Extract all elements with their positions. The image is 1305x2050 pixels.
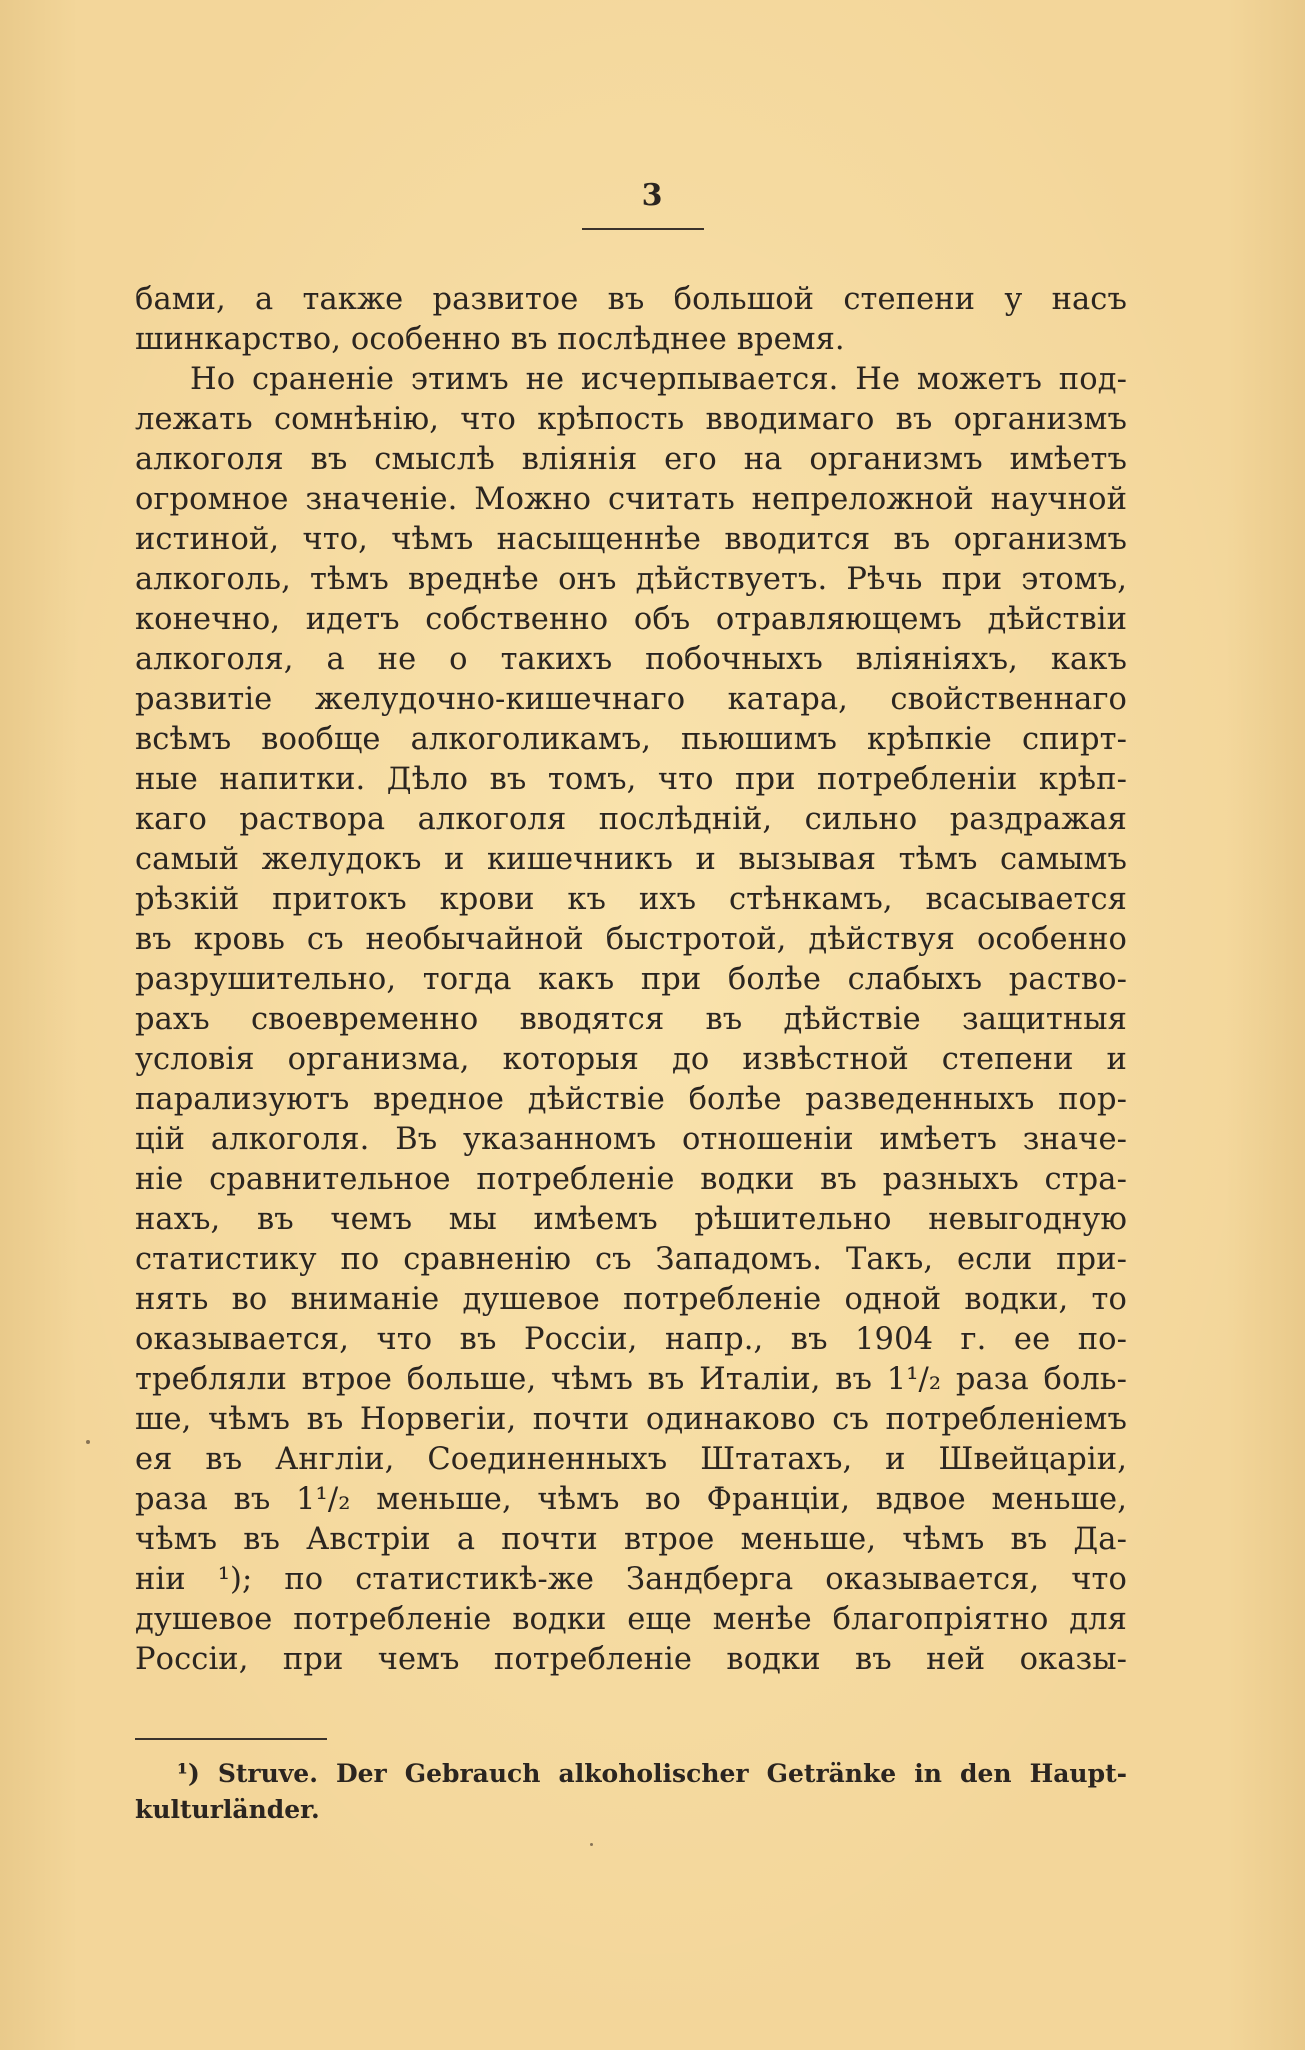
footnote <box>135 1756 1127 1828</box>
text-line: оказывается, что въ Россіи, напр., въ 1904 г. ее по- <box>135 1322 1127 1357</box>
text-line: самый желудокъ и кишечникъ и вызывая тѣмъ самымъ <box>135 842 1127 877</box>
text-line: рѣзкій притокъ крови къ ихъ стѣнкамъ, всасывается <box>135 882 1127 917</box>
text-line: статистику по сравненію съ Западомъ. Такъ, если при- <box>135 1242 1127 1277</box>
paper-speck <box>590 1843 593 1846</box>
text-line: каго раствора алкоголя послѣдній, сильно раздражая <box>135 802 1127 837</box>
text-line: цій алкоголя. Въ указанномъ отношеніи имѣетъ значе- <box>135 1122 1127 1157</box>
text-line: лежать сомнѣнію, что крѣпость вводимаго въ организмъ <box>135 402 1127 437</box>
text-line: душевое потребленіе водки еще менѣе благопріятно для <box>135 1602 1127 1637</box>
text-line: ніи ¹); по статистикѣ-же Зандберга оказывается, что <box>135 1562 1127 1597</box>
text-line: ные напитки. Дѣло въ томъ, что при потребленіи крѣп- <box>135 762 1127 797</box>
text-line: алкоголя, а не о такихъ побочныхъ вліяніяхъ, какъ <box>135 642 1127 677</box>
text-line: ніе сравнительное потребленіе водки въ разныхъ стра- <box>135 1162 1127 1197</box>
text-line: конечно, идетъ собственно объ отравляющемъ дѣйствіи <box>135 602 1127 637</box>
page-number: 3 <box>641 178 664 213</box>
text-line: нахъ, въ чемъ мы имѣемъ рѣшительно невыгодную <box>135 1202 1127 1237</box>
text-line: всѣмъ вообще алкоголикамъ, пьюшимъ крѣпкіе спирт- <box>135 722 1127 757</box>
header-rule <box>582 228 704 230</box>
text-line: развитіе желудочно-кишечнаго катара, свойственнаго <box>135 682 1127 717</box>
text-line: бами, а также развитое въ большой степени у насъ <box>135 282 1127 317</box>
text-line: ше, чѣмъ въ Норвегіи, почти одинаково съ потребленіемъ <box>135 1402 1127 1437</box>
text-line: рахъ своевременно вводятся въ дѣйствіе защитныя <box>135 1002 1127 1037</box>
text-line: раза въ 1¹/₂ меньше, чѣмъ во Франціи, вдвое меньше, <box>135 1482 1127 1517</box>
paper-speck <box>86 1440 90 1444</box>
footnote-line: ¹) Struve. Der Gebrauch alkoholischer Getränke in den Haupt- <box>177 1759 1127 1788</box>
text-line: чѣмъ въ Австріи а почти втрое меньше, чѣмъ въ Да- <box>135 1522 1127 1557</box>
text-line: алкоголь, тѣмъ вреднѣе онъ дѣйствуетъ. Рѣчь при этомъ, <box>135 562 1127 597</box>
text-line: алкоголя въ смыслѣ вліянія его на организмъ имѣетъ <box>135 442 1127 477</box>
text-line: нять во вниманіе душевое потребленіе одной водки, то <box>135 1282 1127 1317</box>
text-line: разрушительно, тогда какъ при болѣе слабыхъ раство- <box>135 962 1127 997</box>
text-line: въ кровь съ необычайной быстротой, дѣйствуя особенно <box>135 922 1127 957</box>
text-line: требляли втрое больше, чѣмъ въ Италіи, въ 1¹/₂ раза боль- <box>135 1362 1127 1397</box>
text-line: истиной, что, чѣмъ насыщеннѣе вводится въ организмъ <box>135 522 1127 557</box>
text-line: Но сраненіе этимъ не исчерпывается. Не можетъ под- <box>190 362 1127 397</box>
text-line: огромное значеніе. Можно считать непреложной научной <box>135 482 1127 517</box>
text-line: парализуютъ вредное дѣйствіе болѣе разведенныхъ пор- <box>135 1082 1127 1117</box>
text-line: шинкарство, особенно въ послѣднее время. <box>135 322 845 357</box>
text-line: ея въ Англіи, Соединенныхъ Штатахъ, и Швейцаріи, <box>135 1442 1127 1477</box>
text-line: Россіи, при чемъ потребленіе водки въ ней оказы- <box>135 1642 1127 1677</box>
footnote-rule <box>135 1738 327 1740</box>
text-line: условія организма, которыя до извѣстной степени и <box>135 1042 1127 1077</box>
footnote-line: kulturländer. <box>135 1795 320 1824</box>
body-text <box>135 280 1127 1680</box>
